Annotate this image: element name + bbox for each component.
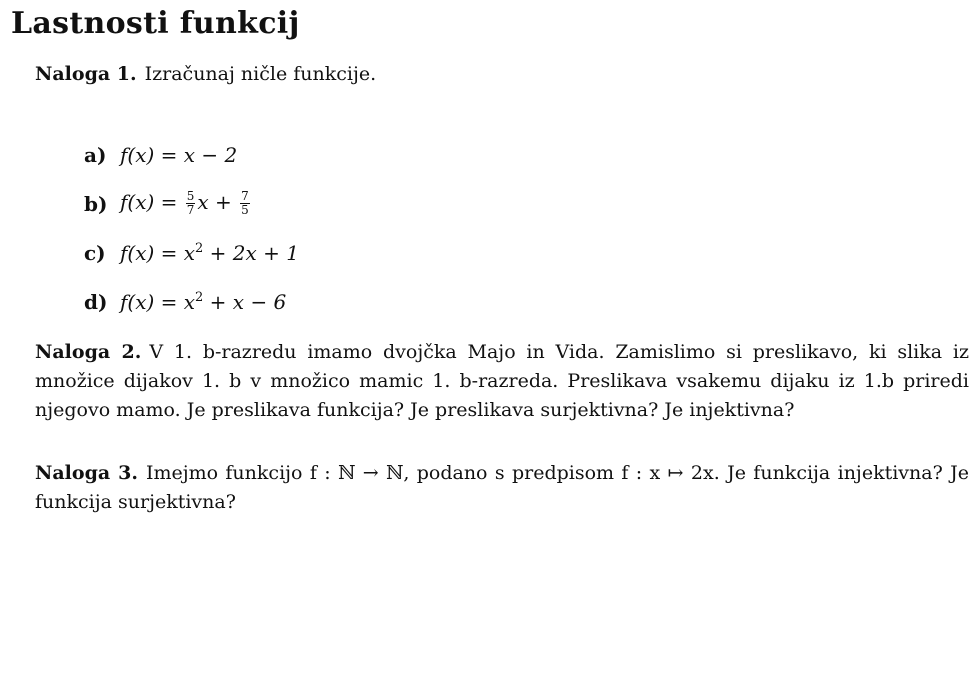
- fraction-denominator: 5: [241, 203, 249, 217]
- item-label-a: a): [84, 142, 107, 167]
- item-label-b: b): [84, 191, 108, 216]
- function-a-lhs: f(x) =: [120, 142, 184, 167]
- task-3: [35, 459, 969, 517]
- task-3-text: Imejmo funkcijo f : ℕ → ℕ, podano s predpisom f : x ↦ 2x. Je funkcija injektivna? Je funkcija surjektivna?: [35, 462, 969, 513]
- task-1-label: Naloga 1.: [35, 63, 137, 85]
- function-a: [120, 143, 237, 167]
- task-3-label: Naloga 3.: [35, 462, 138, 484]
- function-c-base: x: [183, 240, 196, 265]
- function-d-base: x: [183, 289, 196, 314]
- function-c: [120, 241, 299, 265]
- function-b-lhs: f(x) =: [120, 190, 184, 214]
- function-c-rest: + 2x + 1: [203, 240, 300, 265]
- function-c-lhs: f(x) =: [120, 240, 184, 265]
- task-1-function-list: [84, 130, 584, 326]
- list-item: [84, 130, 584, 179]
- function-b: [120, 190, 252, 217]
- function-d: [120, 290, 286, 314]
- list-item: [84, 228, 584, 277]
- item-label-c: c): [84, 240, 106, 265]
- fraction-five-sevenths: [186, 190, 196, 217]
- page-title: Lastnosti funkcij: [11, 6, 300, 41]
- task-2-text: V 1. b-razredu imamo dvojčka Majo in Vida. Zamislimo si preslikavo, ki slika iz množice dijakov 1. b v množico mamic 1. b-razreda. Preslikava vsakemu dijaku iz 1.b priredi njegovo mamo. Je preslikava funkcija? Je preslikava surjektivna? Je injektivna?: [35, 341, 969, 421]
- list-item: [84, 179, 584, 228]
- task-1: [35, 60, 969, 89]
- fraction-seven-fifths: [240, 190, 250, 217]
- fraction-denominator: 7: [186, 203, 195, 217]
- item-label-d: d): [84, 289, 108, 314]
- task-2-label: Naloga 2.: [35, 341, 142, 363]
- function-d-lhs: f(x) =: [120, 289, 184, 314]
- task-1-text: Izračunaj ničle funkcije.: [144, 63, 377, 85]
- function-b-mid: x +: [197, 190, 239, 214]
- function-a-expr: x − 2: [183, 142, 238, 167]
- function-d-exponent: 2: [195, 289, 204, 305]
- fraction-numerator: 5: [186, 189, 195, 203]
- function-d-rest: + x − 6: [203, 289, 287, 314]
- list-item: [84, 277, 584, 326]
- fraction-numerator: 7: [241, 189, 249, 203]
- function-c-exponent: 2: [195, 240, 204, 256]
- task-2: [35, 338, 969, 425]
